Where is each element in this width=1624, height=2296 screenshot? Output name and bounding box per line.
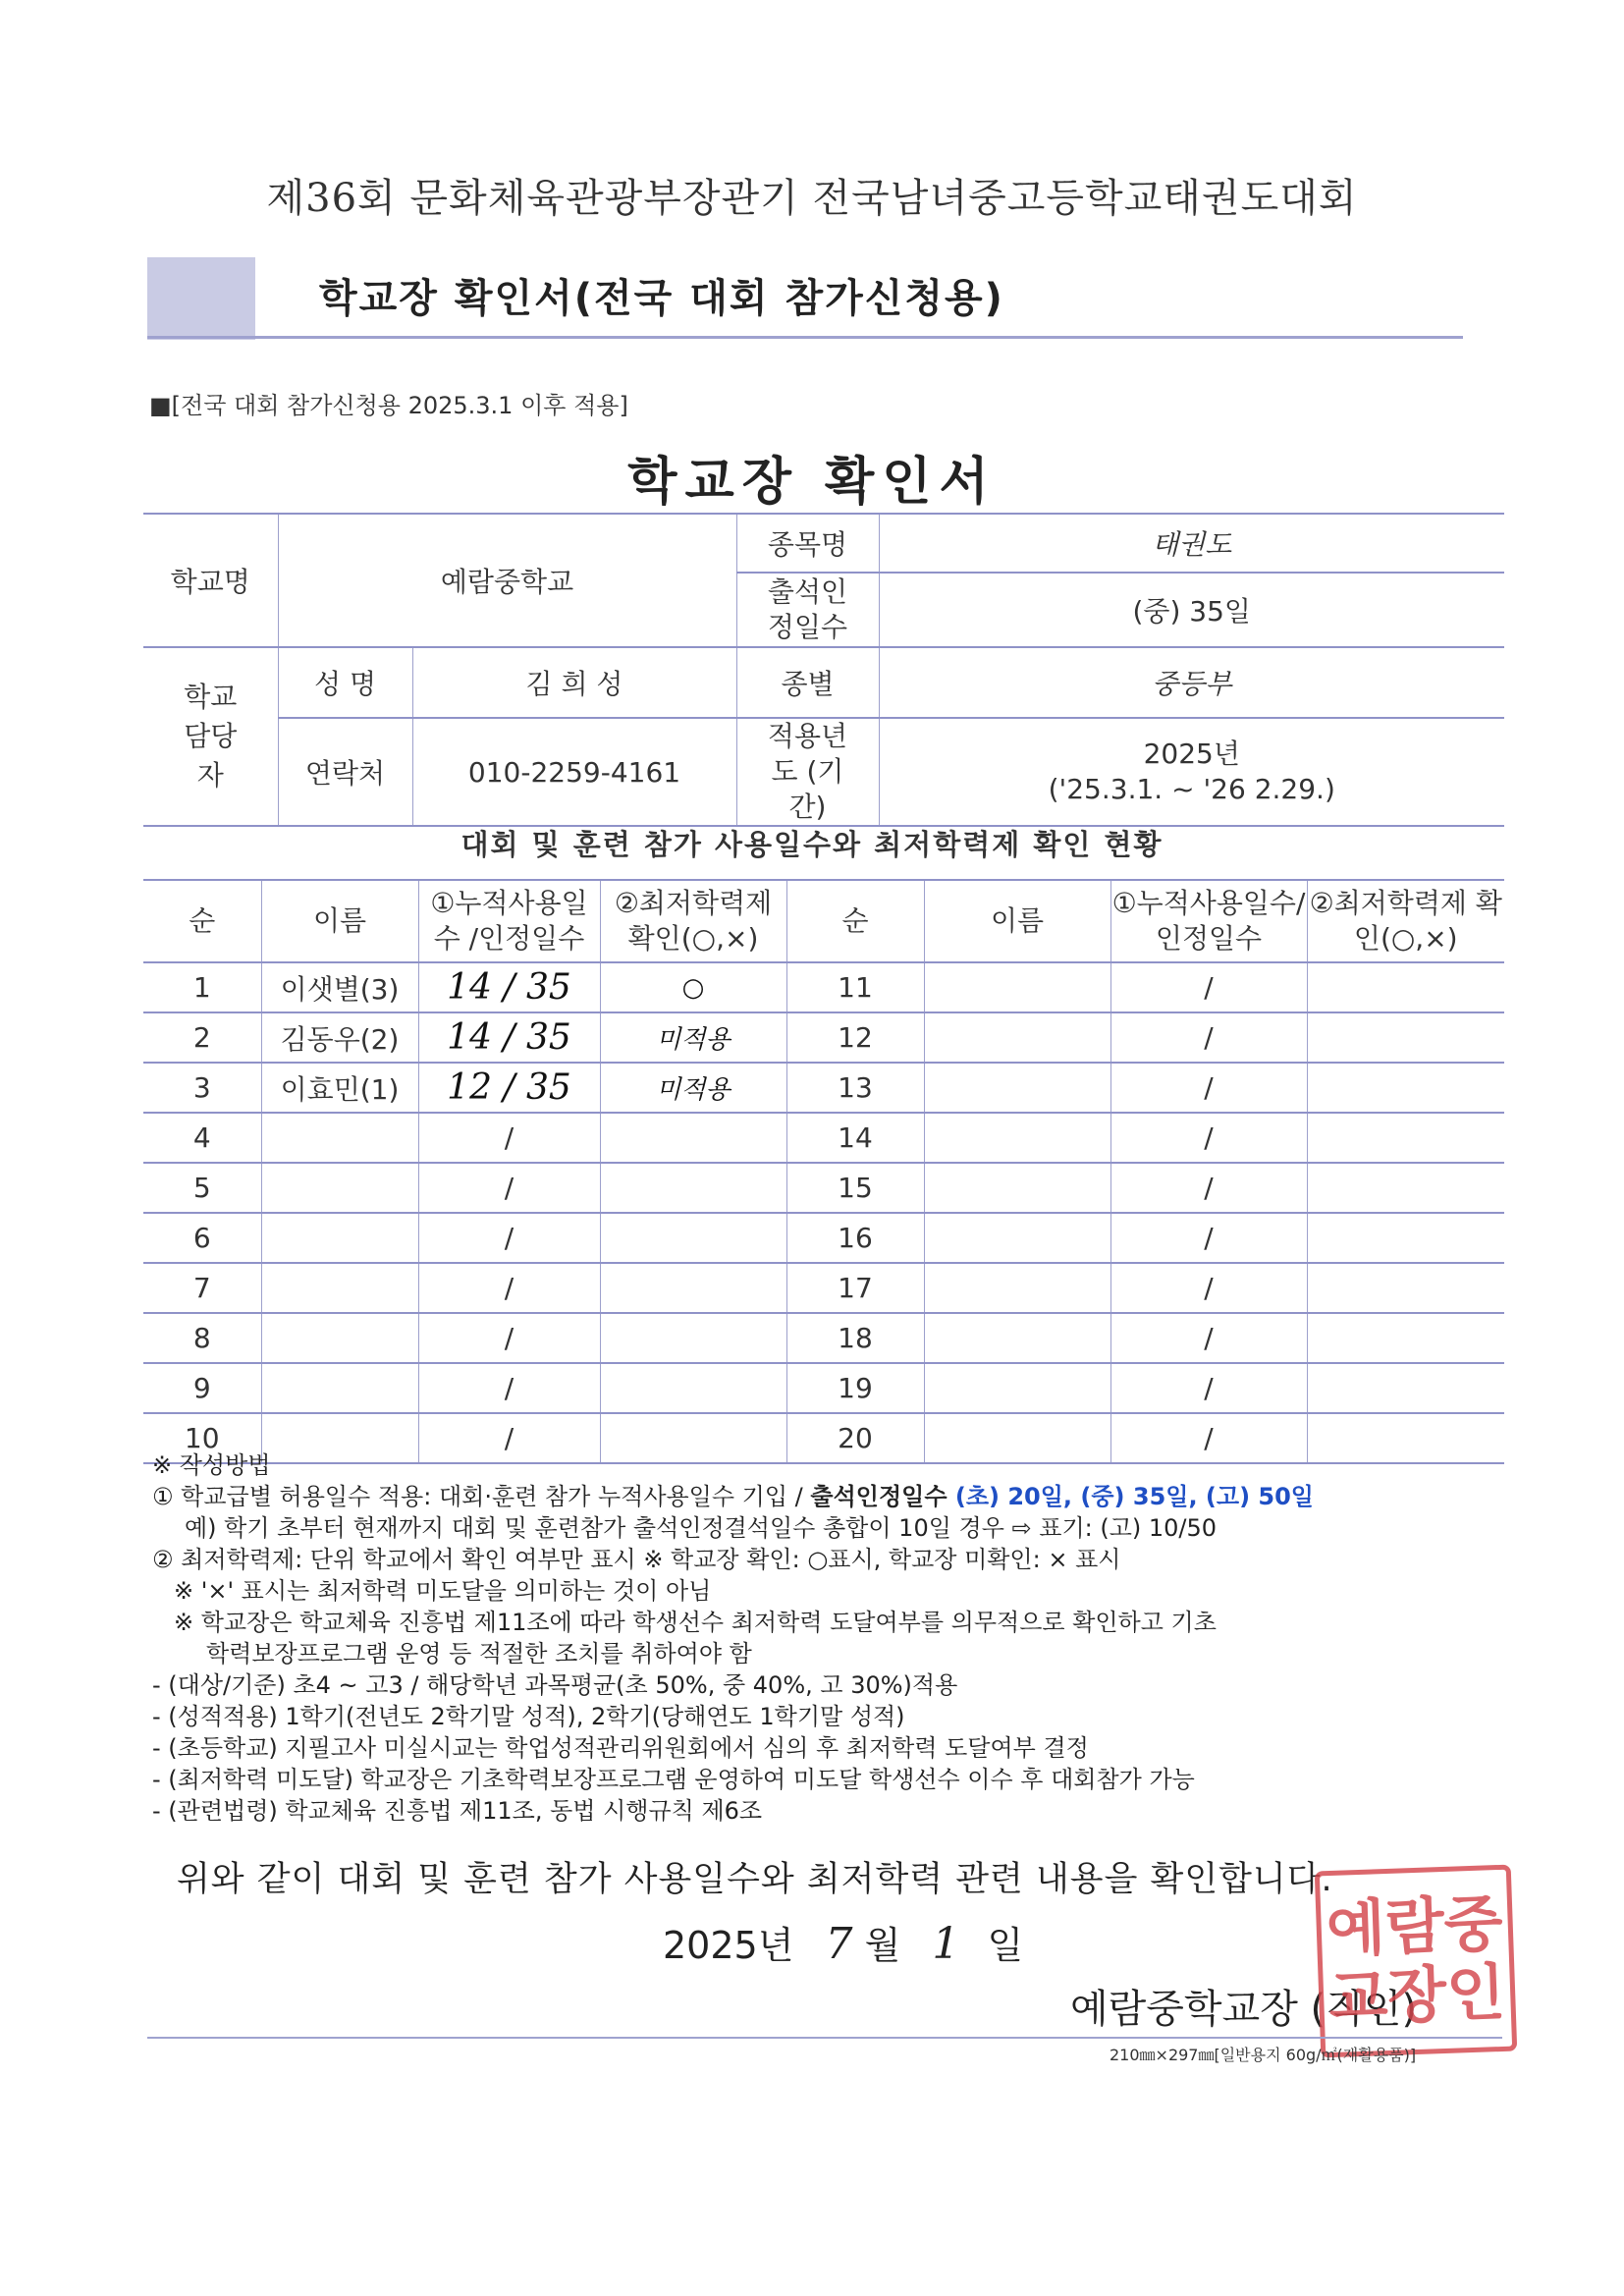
roster-no-right: 12 (786, 1012, 924, 1063)
roster-no: 6 (143, 1213, 261, 1263)
instruction-item-1-limits: (초) 20일, (중) 35일, (고) 50일 (947, 1483, 1314, 1510)
roster-no-right: 14 (786, 1113, 924, 1163)
roster-days: / (418, 1113, 600, 1163)
roster-row (143, 1213, 1504, 1263)
roster-name-right (924, 1113, 1110, 1163)
roster-days-right: / (1110, 1113, 1307, 1163)
roster-check: 미적용 (600, 1063, 786, 1113)
form-subtitle: 학교장 확인서(전국 대회 참가신청용) (319, 276, 1004, 321)
roster-days: / (418, 1213, 600, 1263)
date-day: 1 (932, 1919, 960, 1969)
instruction-item-1 (152, 1481, 1527, 1512)
header-no: 순 (143, 880, 261, 962)
roster-no: 3 (143, 1063, 261, 1113)
bottom-rule (147, 2037, 1502, 2039)
roster-body (143, 962, 1504, 1463)
roster-check-right (1307, 1012, 1504, 1063)
header-days-right: ①누적사용일수/ 인정일수 (1110, 880, 1307, 962)
official-seal: 예람중 교장인 (1315, 1865, 1518, 2058)
roster-name (261, 1363, 418, 1413)
roster-check-right (1307, 1313, 1504, 1363)
roster-check-right (1307, 1263, 1504, 1313)
roster-name-right (924, 1313, 1110, 1363)
roster-no-right: 15 (786, 1163, 924, 1213)
instruction-item-1-text: ① 학교급별 허용일수 적용: 대회·훈련 참가 누적사용일수 기입 / (152, 1483, 811, 1510)
roster-name-right (924, 1063, 1110, 1113)
roster-row (143, 1012, 1504, 1063)
day-label: 일 (987, 1924, 1024, 1967)
roster-days-right: / (1110, 1413, 1307, 1463)
header-name: 이름 (261, 880, 418, 962)
roster-row (143, 1113, 1504, 1163)
roster-name-right (924, 962, 1110, 1012)
roster-name (261, 1113, 418, 1163)
roster-no: 10 (143, 1413, 261, 1463)
instruction-bullet-4: - (최저학력 미도달) 학교장은 기초학력보장프로그램 운영하여 미도달 학생선수 이수 후 대회참가 가능 (152, 1766, 1195, 1793)
roster-no-right: 16 (786, 1213, 924, 1263)
roster-check (600, 1163, 786, 1213)
instruction-note-x: ※ '×' 표시는 최저학력 미도달을 의미하는 것이 아님 (174, 1577, 712, 1605)
roster-check: 미적용 (600, 1012, 786, 1063)
header-days: ①누적사용일수 /인정일수 (418, 880, 600, 962)
instruction-note-law-2: 학력보장프로그램 운영 등 적절한 조치를 취하여야 함 (206, 1640, 752, 1667)
roster-no-right: 19 (786, 1363, 924, 1413)
roster-days-right: / (1110, 1363, 1307, 1413)
division-label: 종별 (736, 647, 879, 718)
roster-row (143, 1363, 1504, 1413)
roster-check-right (1307, 1063, 1504, 1113)
roster-no: 7 (143, 1263, 261, 1313)
name-label: 성 명 (278, 647, 412, 718)
roster-days: / (418, 1263, 600, 1313)
division-value: 중등부 (879, 647, 1504, 718)
school-info-table (143, 513, 1504, 827)
roster-name: 이효민(1) (261, 1063, 418, 1113)
date-month: 7 (825, 1919, 853, 1969)
roster-name-right (924, 1363, 1110, 1413)
contact-label: 연락처 (278, 718, 412, 826)
roster-days-right: / (1110, 1012, 1307, 1063)
instruction-bullet-1: - (대상/기준) 초4 ~ 고3 / 해당학년 과목평균(초 50%, 중 40%, 고 30%)적용 (152, 1671, 958, 1699)
roster-name (261, 1313, 418, 1363)
header-check-right: ②최저학력제 확인(○,×) (1307, 880, 1504, 962)
roster-days: 14 / 35 (418, 1012, 600, 1063)
instruction-bullet-3: - (초등학교) 지필고사 미실시교는 학업성적관리위원회에서 심의 후 최저학력 도달여부 결정 (152, 1734, 1089, 1762)
roster-days: / (418, 1363, 600, 1413)
roster-no-right: 13 (786, 1063, 924, 1113)
roster-row (143, 1163, 1504, 1213)
year-label: 적용년도 (기간) (736, 718, 879, 826)
roster-days: 14 / 35 (418, 962, 600, 1012)
instruction-bullet-5: - (관련법령) 학교체육 진흥법 제11조, 동법 시행규칙 제6조 (152, 1797, 763, 1825)
paper-spec: 210㎜×297㎜[일반용지 60g/㎡(재활용품)] (1110, 2046, 1417, 2064)
sport-value: 태권도 (879, 514, 1504, 573)
roster-table (143, 879, 1504, 1464)
roster-row (143, 962, 1504, 1012)
roster-days-right: / (1110, 1313, 1307, 1363)
roster-days-right: / (1110, 1213, 1307, 1263)
roster-name-right (924, 1263, 1110, 1313)
contact-value: 010-2259-4161 (412, 718, 736, 826)
roster-check-right (1307, 1363, 1504, 1413)
instructions-heading: ※ 작성방법 (152, 1451, 271, 1479)
roster-no-right: 17 (786, 1263, 924, 1313)
roster-no-right: 18 (786, 1313, 924, 1363)
roster-name-right (924, 1012, 1110, 1063)
roster-name: 김동우(2) (261, 1012, 418, 1063)
manager-label: 학교 담당자 (143, 647, 278, 826)
header-name-right: 이름 (924, 880, 1110, 962)
attendance-label: 출석인정일수 (736, 573, 879, 647)
roster-days-right: / (1110, 1263, 1307, 1313)
name-value: 김 희 성 (412, 647, 736, 718)
title-band-decoration (147, 257, 255, 340)
instruction-item-2: ② 최저학력제: 단위 학교에서 확인 여부만 표시 ※ 학교장 확인: ○표시, 학교장 미확인: × 표시 (152, 1546, 1121, 1573)
school-label: 학교명 (143, 514, 278, 647)
title-underline (147, 336, 1463, 339)
roster-row (143, 1313, 1504, 1363)
roster-name (261, 1213, 418, 1263)
roster-no: 8 (143, 1313, 261, 1363)
roster-check (600, 1213, 786, 1263)
school-value: 예람중학교 (278, 514, 736, 647)
roster-name-right (924, 1213, 1110, 1263)
roster-name-right (924, 1163, 1110, 1213)
roster-no: 9 (143, 1363, 261, 1413)
competition-title: 제36회 문화체육관광부장관기 전국남녀중고등학교태권도대회 (266, 176, 1358, 221)
roster-check-right (1307, 1163, 1504, 1213)
date-year: 2025년 (663, 1924, 794, 1967)
roster-no: 4 (143, 1113, 261, 1163)
header-check: ②최저학력제 확인(○,×) (600, 880, 786, 962)
roster-row (143, 1263, 1504, 1313)
instruction-example: 예) 학기 초부터 현재까지 대회 및 훈련참가 출석인정결석일수 총합이 10일 경우 ⇨ 표기: (고) 10/50 (185, 1514, 1218, 1542)
instruction-note-law-1: ※ 학교장은 학교체육 진흥법 제11조에 따라 학생선수 최저학력 도달여부를 의무적으로 확인하고 기초 (174, 1609, 1217, 1636)
year-value: 2025년 (1143, 738, 1240, 770)
signing-date (663, 1915, 1023, 1969)
confirmation-statement: 위와 같이 대회 및 훈련 참가 사용일수와 최저학력 관련 내용을 확인합니다. (177, 1860, 1333, 1899)
roster-check-right (1307, 962, 1504, 1012)
roster-days: / (418, 1313, 600, 1363)
roster-check-right (1307, 1113, 1504, 1163)
roster-name (261, 1163, 418, 1213)
main-title: 학교장 확인서 (627, 453, 997, 512)
roster-header-row (143, 880, 1504, 962)
roster-no: 5 (143, 1163, 261, 1213)
roster-row (143, 1063, 1504, 1113)
roster-name: 이샛별(3) (261, 962, 418, 1012)
roster-no-right: 11 (786, 962, 924, 1012)
period-value: ('25.3.1. ~ '26 2.29.) (1048, 773, 1335, 805)
roster-section-title: 대회 및 훈련 참가 사용일수와 최저학력제 확인 현황 (460, 828, 1164, 861)
roster-no: 1 (143, 962, 261, 1012)
attendance-value: (중) 35일 (879, 573, 1504, 647)
roster-name (261, 1263, 418, 1313)
roster-no: 2 (143, 1012, 261, 1063)
month-label: 월 (864, 1924, 901, 1967)
roster-check-right (1307, 1213, 1504, 1263)
roster-days: / (418, 1413, 600, 1463)
year-cell (879, 718, 1504, 826)
roster-days: / (418, 1163, 600, 1213)
roster-check: ○ (600, 962, 786, 1012)
roster-check (600, 1313, 786, 1363)
roster-check (600, 1113, 786, 1163)
instruction-item-1-bold: 출석인정일수 (810, 1483, 947, 1510)
principal-signature: 예람중학교장 (직인) (1070, 1987, 1418, 2032)
header-no-right: 순 (786, 880, 924, 962)
roster-check (600, 1363, 786, 1413)
roster-check (600, 1263, 786, 1313)
roster-days: 12 / 35 (418, 1063, 600, 1113)
sport-label: 종목명 (736, 514, 879, 573)
instructions (152, 1449, 1527, 1827)
roster-no-right: 20 (786, 1413, 924, 1463)
roster-days-right: / (1110, 1063, 1307, 1113)
instruction-bullet-2: - (성적적용) 1학기(전년도 2학기말 성적), 2학기(당해연도 1학기말 성적) (152, 1703, 905, 1730)
roster-days-right: / (1110, 1163, 1307, 1213)
roster-days-right: / (1110, 962, 1307, 1012)
applicability-note: ■[전국 대회 참가신청용 2025.3.1 이후 적용] (149, 392, 628, 419)
